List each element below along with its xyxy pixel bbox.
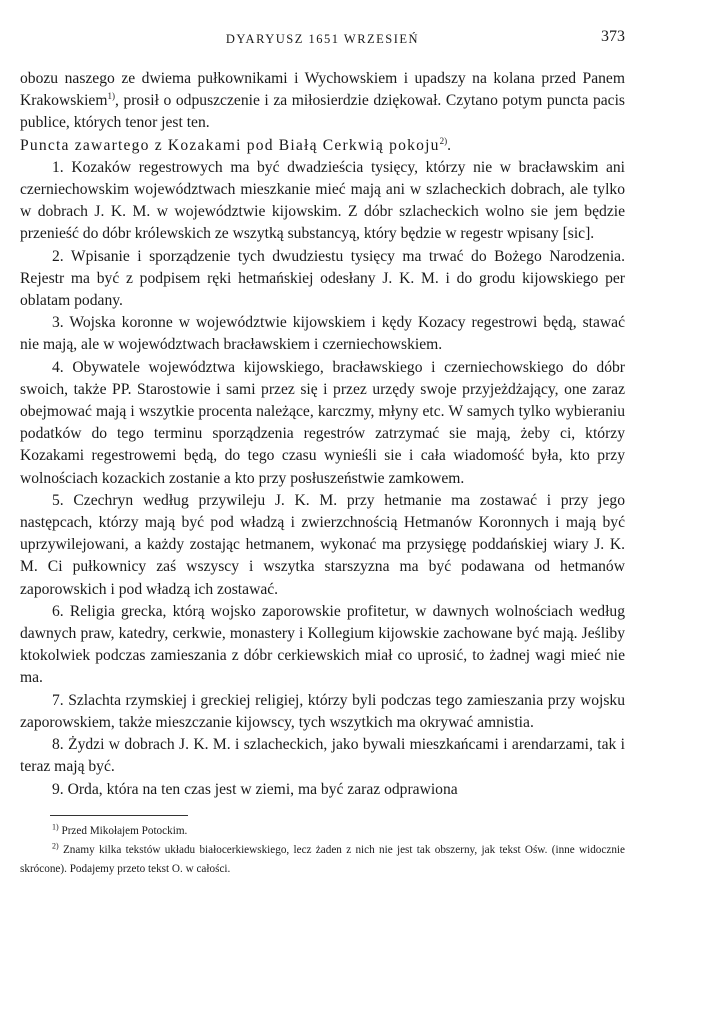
point-1: 1. Kozaków regestrowych ma być dwadzieścia tysięcy, którzy nie w bracławskim ani czerniechowskim województwach mieszkanie mieć mają ani w szlacheckich dobrach, ale tylko w dobrach J. K. M. w województwie kijowskim. Z dóbr szlacheckich wolno sie jem będzie przenieść do dóbr królewskich ze wszytką substancyą, który będzie w regestr wpisany [sic]. bbox=[20, 158, 625, 243]
footnote-2 bbox=[20, 841, 625, 879]
intro-text-end: , prosił o odpuszczenie i za miłosierdzie dziękował. Czytano potym puncta pacis publice, których tenor jest ten. bbox=[20, 92, 625, 132]
footnote-marker-2: 2) bbox=[439, 135, 448, 146]
point-2: 2. Wpisanie i sporządzenie tych dwudziestu tysięcy ma trwać do Bożego Narodzenia. Rejestr ma być z podpisem ręki hetmańskiej odesłany J. K. M. i do grodu kijowskiego per oblatam podany. bbox=[20, 247, 625, 310]
section-heading-end: . bbox=[447, 136, 453, 154]
page-number: 373 bbox=[601, 28, 625, 45]
section-heading bbox=[20, 135, 625, 157]
point-3: 3. Wojska koronne w województwie kijowskiem i kędy Kozacy regestrowi będą, stawać nie mają, ale w województwach bracławskiem i czerniechowskiem. bbox=[20, 314, 625, 354]
point-6: 6. Religia grecka, którą wojsko zaporowskie profitetur, w dawnych wolnościach według dawnych praw, katedry, cerkwie, monastery i Kollegium kijowskie zachowane być mają. Jeśliby ktokolwiek podczas zamieszania z dóbr cerkiewskich miał co uprosić, to żadnej wagi mieć nie ma. bbox=[20, 602, 625, 687]
page-header bbox=[20, 28, 625, 52]
footnote-marker-1: 1) bbox=[107, 91, 115, 102]
point-5: 5. Czechryn według przywileju J. K. M. przy hetmanie ma zostawać i przy jego następcach, którzy mają być pod władzą i zwierzchnością Hetmanów Koronnych i mają być uprzywilejowani, a każdy zostając hetmanem, wykonać ma przysięgę poddańskiej wiary J. K. M. Ci pułkownicy zaś wszyscy i wszytka starszyzna ma być podawana od hetmanów zaporowskich i pod władzą ich zostawać. bbox=[20, 491, 625, 598]
intro-paragraph bbox=[20, 68, 625, 135]
footnote-2-text: Znamy kilka tekstów układu białocerkiewskiego, lecz żaden z nich nie jest tak obszerny, jak tekst Ośw. (inne widocznie skrócone). Podajemy przeto tekst O. w całości. bbox=[20, 843, 625, 875]
point-9: 9. Orda, która na ten czas jest w ziemi, ma być zaraz odprawiona bbox=[52, 780, 458, 798]
intro-text-start: obozu naszego ze dwiema pułkownikami i Wychowskiem i upadszy na kolana przed Panem Krakowskiem bbox=[20, 70, 625, 110]
point-8: 8. Żydzi w dobrach J. K. M. i szlacheckich, jako bywali mieszkańcami i arendarzami, tak i teraz mają być. bbox=[20, 736, 625, 776]
footnotes bbox=[20, 822, 625, 879]
footnote-divider bbox=[50, 815, 188, 816]
section-heading-text: Puncta zawartego z Kozakami pod Białą Cerkwią pokoju bbox=[20, 136, 440, 154]
running-head: DYARYUSZ 1651 WRZESIEŃ bbox=[225, 32, 420, 46]
main-text bbox=[20, 68, 625, 801]
point-7: 7. Szlachta rzymskiej i greckiej religiej, którzy byli podczas tego zamieszania przy wojsku zaporowskiem, także mieszczanie kijowscy, tych wszytkich ma okrywać amnistia. bbox=[20, 691, 625, 731]
footnote-1-number: 1) bbox=[52, 821, 59, 831]
book-page bbox=[20, 28, 625, 879]
point-4: 4. Obywatele województwa kijowskiego, bracławskiego i czerniechowskiego do dóbr swoich, także PP. Starostowie i sami przez się i przez urzędy swoje przyjeżdżający, one zaraz obejmować mają i wszytkie procenta należące, karczmy, młyny etc. W samych tylko wybieraniu podatków do tego terminu sporządzenia regestrów zatrzymać sie mają, żeby ci, którzy Kozakami regestrowemi będą, do tego czasu wynieśli sie i cała wiadomość była, kto przy wolnościach kozackich zostanie a kto przy posłuszeństwie zamkowem. bbox=[20, 358, 625, 487]
footnote-1 bbox=[20, 822, 625, 841]
footnote-2-number: 2) bbox=[52, 840, 59, 850]
footnote-1-text: Przed Mikołajem Potockim. bbox=[61, 824, 188, 837]
